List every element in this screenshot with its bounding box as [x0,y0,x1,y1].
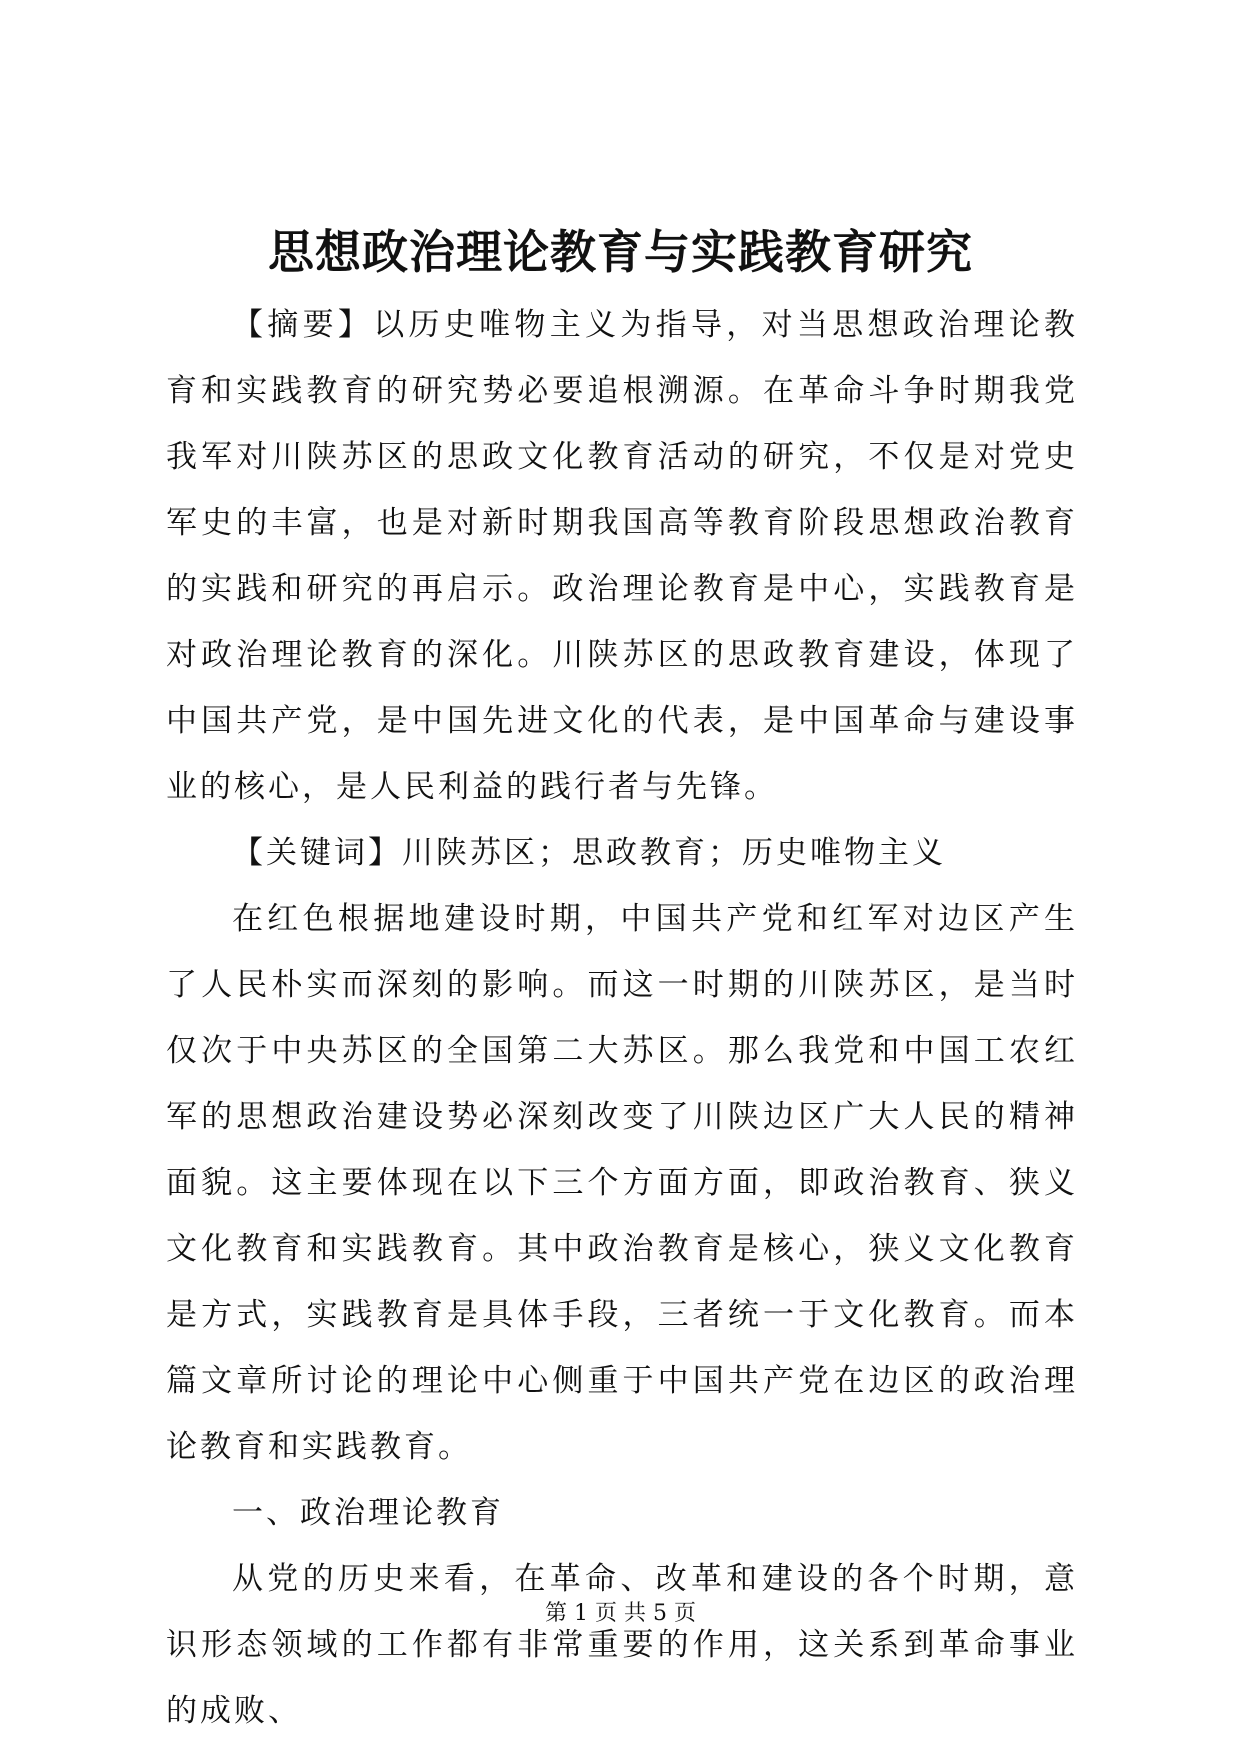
section-paragraph: 从党的历史来看，在革命、改革和建设的各个时期，意识形态领域的工作都有非常重要的作用，这关系到革命事业的成败、 [166,1561,1078,1729]
document-title: 思想政治理论教育与实践教育研究 [268,225,973,279]
intro-paragraph: 在红色根据地建设时期，中国共产党和红军对边区产生了人民朴实而深刻的影响。而这一时期的川陕苏区，是当时仅次于中央苏区的全国第二大苏区。那么我党和中国工农红军的思想政治建设势必深刻改变了川陕边区广大人民的精神面貌。这主要体现在以下三个方面方面，即政治教育、狭义文化教育和实践教育。其中政治教育是核心，狭义文化教育是方式，实践教育是具体手段，三者统一于文化教育。而本篇文章所讨论的理论中心侧重于中国共产党在边区的政治理论教育和实践教育。 [166,901,1078,1465]
page-number: 第 1 页 共 5 页 [545,1601,696,1626]
abstract-paragraph: 【摘要】以历史唯物主义为指导，对当思想政治理论教育和实践教育的研究势必要追根溯源。在革命斗争时期我党我军对川陕苏区的思政文化教育活动的研究，不仅是对党史军史的丰富，也是对新时期我国高等教育阶段思想政治教育的实践和研究的再启示。政治理论教育是中心，实践教育是对政治理论教育的深化。川陕苏区的思政教育建设，体现了中国共产党，是中国先进文化的代表，是中国革命与建设事业的核心，是人民利益的践行者与先锋。 [166,307,1078,805]
keywords-paragraph: 【关键词】川陕苏区；思政教育；历史唯物主义 [232,835,946,871]
document-body [166,292,1078,1744]
section-heading: 一、政治理论教育 [232,1495,504,1531]
